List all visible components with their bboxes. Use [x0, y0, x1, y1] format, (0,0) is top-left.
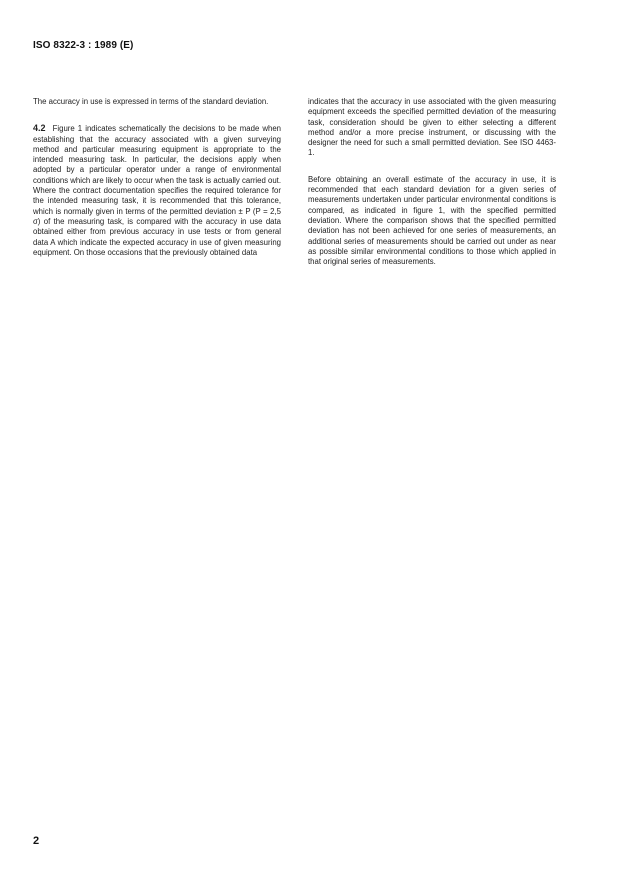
second-paragraph: Before obtaining an overall estimate of the accuracy in use, it is recommended that each standard deviation for a given series of measurements undertaken under particular environmental conditions is compared, as indicated in figure 1, with the specified permitted deviation. Where the comparison shows that the specified permitted deviation has not been achieved for one series of measurements, an additional series of measurements should be carried out under as near as possible similar environmental conditions to those which applied in that original series of measurements.: [308, 174, 556, 267]
page-header-standard-ref: ISO 8322-3 : 1989 (E): [33, 40, 134, 51]
intro-paragraph: The accuracy in use is expressed in terms of the standard deviation.: [33, 97, 269, 106]
page-number: 2: [33, 835, 40, 847]
continuation-paragraph: indicates that the accuracy in use associated with the given measuring equipment exceeds the specified permitted deviation of the measuring task, consideration should be given to either selecting a different method and/or a more precise instrument, or discussing with the designer the need for such a small permitted deviation. See ISO 4463-1.: [308, 97, 556, 158]
left-column: [33, 97, 281, 270]
section-4-2-paragraph: [33, 123, 281, 258]
section-number: 4.2: [33, 123, 46, 134]
section-4-2-text: Figure 1 indicates schematically the decisions to be made when establishing that the accuracy associated with a given surveying method and particular measuring equipment is appropriate to the intended measuring task. In particular, the decisions apply when adopted by a particular operator under a range of environmental conditions which are likely to occur when the task is actually carried out. Where the contract documentation specifies the required tolerance for the intended measuring task, it is recommended that this tolerance, which is normally given in terms of the permitted deviation ± P (P = 2,5 σ) of the measuring task, is compared with the accuracy in use data obtained either from previous accuracy in use tests or from general data A which indicate the expected accuracy in use of given measuring equipment. On those occasions that the previously obtained data: [33, 124, 281, 257]
right-column: [308, 97, 556, 279]
